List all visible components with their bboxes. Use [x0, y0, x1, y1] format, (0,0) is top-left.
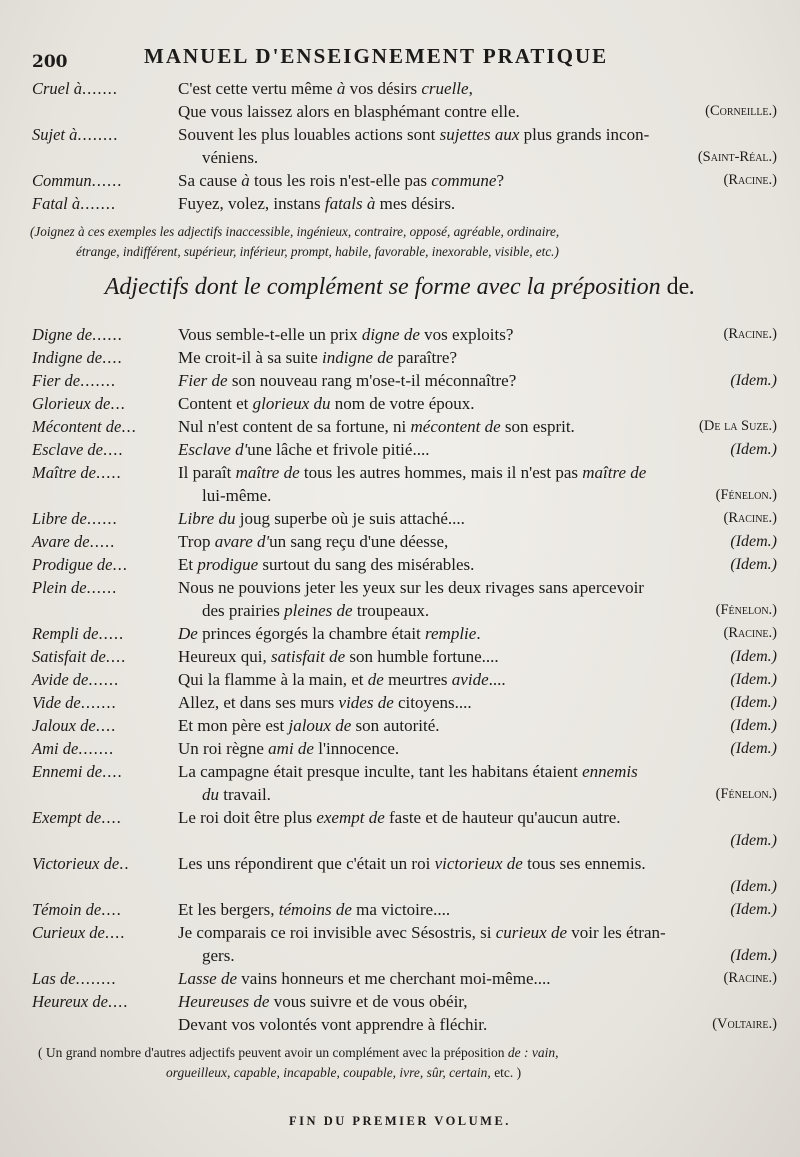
entry — [32, 123, 777, 169]
source-citation: (Fénelon.) — [715, 487, 777, 503]
example-text: Content et glorieux du nom de votre époux. — [178, 394, 475, 413]
term-leader-dots: ....... — [81, 79, 118, 98]
entry-term: Sujet à........ — [32, 125, 119, 144]
example-text: Fier de son nouveau rang m'ose-t-il méconnaître? — [178, 371, 517, 390]
entry-line — [32, 123, 777, 146]
entry-line — [32, 192, 777, 215]
entry — [32, 714, 777, 737]
entry — [32, 392, 777, 415]
entry-line — [32, 369, 777, 392]
entry-line — [32, 691, 777, 714]
example-text: Que vous laissez alors en blasphémant contre elle. — [178, 102, 520, 121]
entry-term: Ami de....... — [32, 739, 115, 758]
entry-line — [32, 737, 777, 760]
source-citation: (Fénelon.) — [715, 786, 777, 802]
entry-line — [32, 714, 777, 737]
entry-line — [32, 507, 777, 530]
source-citation: (De la Suze.) — [699, 418, 777, 434]
example-text: Devant vos volontés vont apprendre à fléchir. — [178, 1015, 488, 1034]
entry — [32, 921, 777, 967]
entry-term: Ennemi de.... — [32, 762, 123, 781]
entry-term: Digne de...... — [32, 325, 123, 344]
example-text: Je comparais ce roi invisible avec Sésostris, si curieux de voir les étran- — [178, 923, 666, 942]
entry-line — [32, 806, 777, 829]
term-leader-dots: .... — [95, 716, 117, 735]
entry — [32, 990, 777, 1036]
entry-line — [32, 967, 777, 990]
entry-term: Rempli de..... — [32, 624, 125, 643]
term-leader-dots: ........ — [77, 125, 119, 144]
term-leader-dots: ...... — [86, 509, 118, 528]
note-line: (Joignez à ces exemples les adjectifs inaccessible, ingénieux, contraire, opposé, agréable, ordinaire, — [30, 224, 560, 239]
entry-term: Témoin de.... — [32, 900, 122, 919]
term-leader-dots: ... — [112, 555, 128, 574]
entry-term: Cruel à....... — [32, 79, 118, 98]
entry-line — [32, 852, 777, 875]
example-text: des prairies pleines de troupeaux. — [202, 601, 430, 620]
entry-line — [32, 599, 777, 622]
entry — [32, 553, 777, 576]
entry — [32, 346, 777, 369]
entry-line — [32, 392, 777, 415]
source-citation: (Racine.) — [723, 625, 777, 641]
example-text: Nous ne pouvions jeter les yeux sur les deux rivages sans apercevoir — [178, 578, 644, 597]
example-text: Trop avare d'un sang reçu d'une déesse, — [178, 532, 449, 551]
example-text: Le roi doit être plus exempt de faste et de hauteur qu'aucun autre. — [178, 808, 621, 827]
source-citation: (Idem.) — [730, 533, 777, 550]
example-text: véniens. — [202, 148, 259, 167]
term-leader-dots: .... — [104, 923, 126, 942]
entry — [32, 169, 777, 192]
example-text: Et mon père est jaloux de son autorité. — [178, 716, 440, 735]
entry — [32, 737, 777, 760]
entry-term: Vide de....... — [32, 693, 117, 712]
term-leader-dots: .... — [101, 900, 122, 919]
example-text: Qui la flamme à la main, et de meurtres avide.... — [178, 670, 506, 689]
entry-term: Avare de..... — [32, 532, 116, 551]
term-leader-dots: ...... — [86, 578, 118, 597]
note-line: ( Un grand nombre d'autres adjectifs peuvent avoir un complément avec la préposition de : vain, — [38, 1045, 559, 1060]
entry — [32, 852, 777, 898]
example-text: Et prodigue surtout du sang des misérables. — [178, 555, 475, 574]
entry — [32, 77, 777, 123]
entry-term: Esclave de.... — [32, 440, 124, 459]
entry-line — [32, 169, 777, 192]
example-text: Sa cause à tous les rois n'est-elle pas commune? — [178, 171, 504, 190]
example-text: Heureux qui, satisfait de son humble fortune.... — [178, 647, 499, 666]
entry-term: Exempt de.... — [32, 808, 122, 827]
entry-line — [32, 553, 777, 576]
source-citation: (Idem.) — [730, 671, 777, 688]
example-text: Me croit-il à sa suite indigne de paraître? — [178, 348, 457, 367]
source-citation: (Idem.) — [730, 556, 777, 573]
example-text: Vous semble-t-elle un prix digne de vos exploits? — [178, 325, 514, 344]
source-citation: (Saint-Réal.) — [697, 149, 777, 165]
entry — [32, 668, 777, 691]
entry-term: Satisfait de.... — [32, 647, 127, 666]
term-leader-dots: ... — [121, 417, 137, 436]
entry-line — [32, 484, 777, 507]
entry-line — [32, 346, 777, 369]
term-leader-dots: ... — [110, 394, 126, 413]
note-adjectives — [30, 222, 775, 262]
entry-term: Curieux de.... — [32, 923, 126, 942]
entry-line — [32, 990, 777, 1013]
end-of-volume: FIN DU PREMIER VOLUME. — [289, 1114, 511, 1128]
entry-term: Maître de..... — [32, 463, 122, 482]
entry-line — [32, 898, 777, 921]
term-leader-dots: ..... — [96, 463, 122, 482]
example-text: Et les bergers, témoins de ma victoire.... — [178, 900, 451, 919]
entry-term: Fier de....... — [32, 371, 116, 390]
entry-term: Fatal à....... — [32, 194, 116, 213]
entry-term: Jaloux de.... — [32, 716, 117, 735]
term-leader-dots: ........ — [75, 969, 117, 988]
entry — [32, 192, 777, 215]
entry — [32, 369, 777, 392]
entry-line — [32, 921, 777, 944]
entry — [32, 438, 777, 461]
note-line: orgueilleux, capable, incapable, coupable, ivre, sûr, certain, etc. ) — [166, 1065, 522, 1080]
term-leader-dots: .. — [119, 854, 130, 873]
example-text: Il paraît maître de tous les autres hommes, mais il n'est pas maître de — [178, 463, 647, 482]
source-citation: (Racine.) — [723, 172, 777, 188]
example-text: Allez, et dans ses murs vides de citoyens.... — [178, 693, 472, 712]
source-citation: (Idem.) — [730, 901, 777, 918]
entry-line — [32, 622, 777, 645]
entry-line — [32, 760, 777, 783]
source-citation: (Idem.) — [730, 832, 777, 849]
entry-line — [32, 783, 777, 806]
entries-list — [32, 323, 777, 1036]
note-other-adjectives — [30, 1043, 775, 1083]
source-citation: (Voltaire.) — [712, 1016, 777, 1032]
term-leader-dots: ....... — [78, 739, 115, 758]
source-citation: (Racine.) — [723, 326, 777, 342]
entry — [32, 530, 777, 553]
entry-term: Commun...... — [32, 171, 123, 190]
entry-line — [32, 645, 777, 668]
entry — [32, 461, 777, 507]
example-text: Un roi règne ami de l'innocence. — [178, 739, 400, 758]
entry-term: Mécontent de... — [32, 417, 137, 436]
entry-line — [32, 146, 777, 169]
entry-term: Heureux de.... — [32, 992, 129, 1011]
term-leader-dots: ....... — [80, 194, 116, 213]
entry-line — [32, 829, 777, 852]
page-number: 200 — [32, 52, 68, 72]
source-citation: (Idem.) — [730, 947, 777, 964]
entry — [32, 415, 777, 438]
entry-line — [32, 100, 777, 123]
entry-line — [32, 323, 777, 346]
source-citation: (Idem.) — [730, 441, 777, 458]
example-text: Fuyez, volez, instans fatals à mes désirs. — [178, 194, 456, 213]
term-leader-dots: ....... — [80, 693, 117, 712]
note-line: étrange, indifférent, supérieur, inférieur, prompt, habile, favorable, inexorable, visible, etc.) — [76, 244, 559, 259]
term-leader-dots: .... — [101, 808, 122, 827]
entry-term: Avide de...... — [32, 670, 120, 689]
entry-line — [32, 875, 777, 898]
entry-term: Prodigue de... — [32, 555, 128, 574]
term-leader-dots: .... — [107, 992, 129, 1011]
section-title: Adjectifs dont le complément se forme avec la préposition de. — [104, 274, 696, 300]
entry — [32, 898, 777, 921]
entry — [32, 576, 777, 622]
top-entries-list — [32, 77, 777, 215]
term-leader-dots: .... — [103, 440, 124, 459]
entry — [32, 645, 777, 668]
running-title: MANUEL D'ENSEIGNEMENT PRATIQUE — [144, 44, 609, 68]
example-text: C'est cette vertu même à vos désirs cruelle, — [178, 79, 473, 98]
entry-term: Las de........ — [32, 969, 117, 988]
term-leader-dots: .... — [102, 762, 123, 781]
entry-term: Plein de...... — [32, 578, 118, 597]
term-leader-dots: ...... — [91, 171, 123, 190]
entry-term: Victorieux de.. — [32, 854, 130, 873]
entry — [32, 967, 777, 990]
example-text: Lasse de vains honneurs et me cherchant moi-même.... — [178, 969, 551, 988]
entry-line — [32, 576, 777, 599]
entry — [32, 622, 777, 645]
entry-line — [32, 944, 777, 967]
term-leader-dots: ....... — [80, 371, 116, 390]
entry-line — [32, 415, 777, 438]
term-leader-dots: ..... — [98, 624, 125, 643]
source-citation: (Corneille.) — [705, 103, 777, 119]
source-citation: (Idem.) — [730, 372, 777, 389]
term-leader-dots: ...... — [88, 670, 120, 689]
term-leader-dots: ...... — [92, 325, 123, 344]
example-text: Souvent les plus louables actions sont sujettes aux plus grands incon- — [178, 125, 650, 144]
source-citation: (Idem.) — [730, 740, 777, 757]
example-text: La campagne était presque inculte, tant les habitans étaient ennemis — [178, 762, 638, 781]
entry-line — [32, 438, 777, 461]
entry — [32, 323, 777, 346]
source-citation: (Racine.) — [723, 510, 777, 526]
source-citation: (Idem.) — [730, 878, 777, 895]
page-header — [32, 44, 772, 80]
term-leader-dots: .... — [102, 348, 123, 367]
example-text: lui-même. — [202, 486, 272, 505]
source-citation: (Fénelon.) — [715, 602, 777, 618]
entry-line — [32, 530, 777, 553]
example-text: Esclave d'une lâche et frivole pitié.... — [178, 440, 430, 459]
example-text: Libre du joug superbe où je suis attaché.... — [178, 509, 465, 528]
example-text: Heureuses de vous suivre et de vous obéir, — [178, 992, 468, 1011]
entry-term: Libre de...... — [32, 509, 118, 528]
source-citation: (Racine.) — [723, 970, 777, 986]
entry-term: Glorieux de... — [32, 394, 126, 413]
entry-line — [32, 1013, 777, 1036]
entry-line — [32, 668, 777, 691]
source-citation: (Idem.) — [730, 694, 777, 711]
entry-term: Indigne de.... — [32, 348, 123, 367]
entry — [32, 806, 777, 852]
example-text: Nul n'est content de sa fortune, ni mécontent de son esprit. — [178, 417, 575, 436]
entry-line — [32, 77, 777, 100]
entry — [32, 507, 777, 530]
source-citation: (Idem.) — [730, 648, 777, 665]
term-leader-dots: ..... — [89, 532, 116, 551]
example-text: Les uns répondirent que c'était un roi victorieux de tous ses ennemis. — [178, 854, 646, 873]
example-text: du travail. — [202, 785, 271, 804]
example-text: gers. — [202, 946, 235, 965]
entry — [32, 691, 777, 714]
entry — [32, 760, 777, 806]
example-text: De princes égorgés la chambre était remplie. — [178, 624, 481, 643]
term-leader-dots: .... — [105, 647, 127, 666]
entry-line — [32, 461, 777, 484]
source-citation: (Idem.) — [730, 717, 777, 734]
